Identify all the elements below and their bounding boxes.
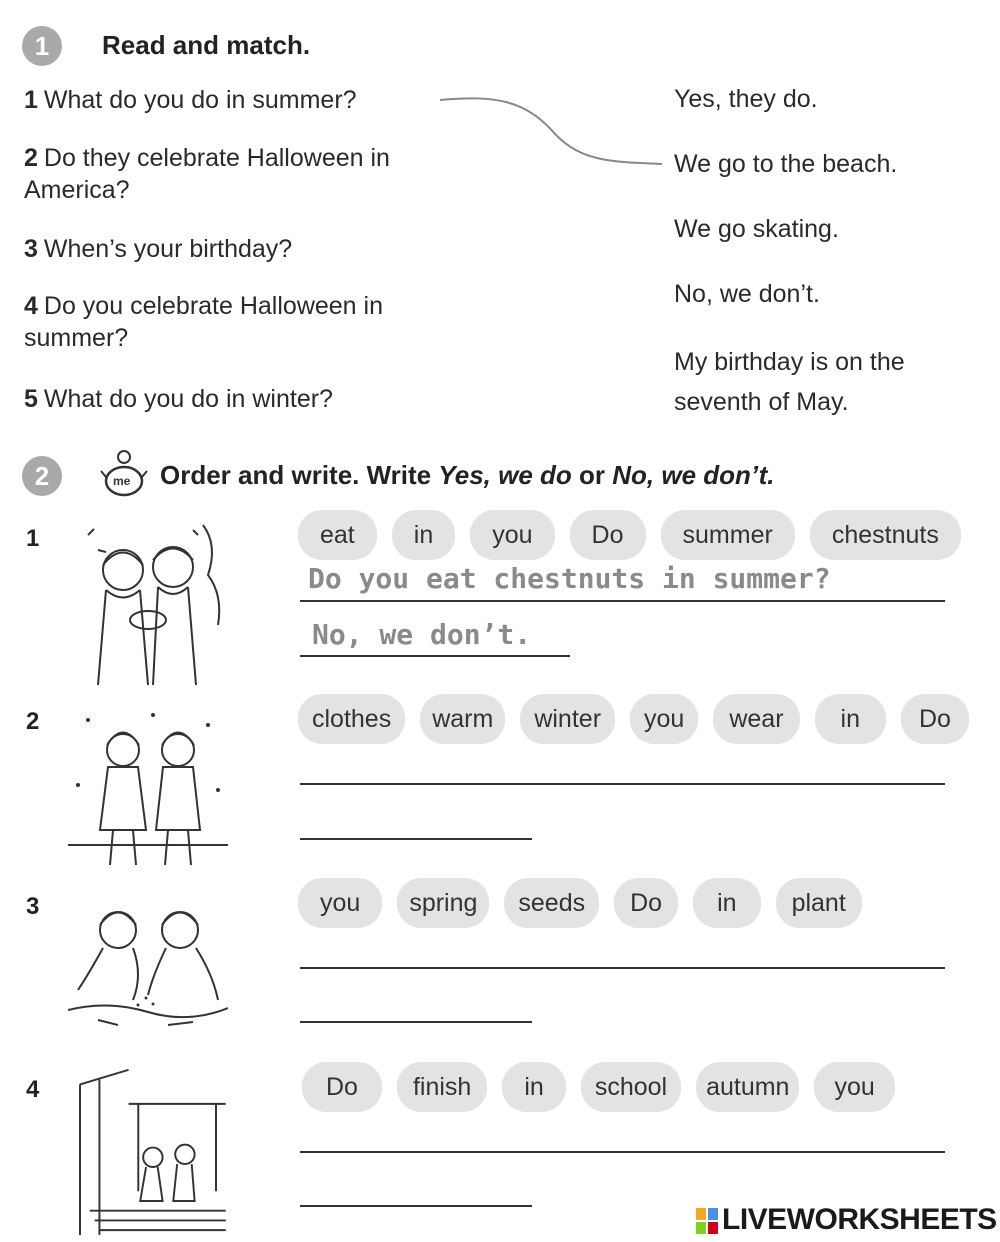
exercise-4-word-chips bbox=[302, 1062, 895, 1112]
word-chip[interactable]: winter bbox=[520, 694, 615, 744]
exercise-2-short-line[interactable] bbox=[300, 838, 532, 840]
word-chip[interactable]: in bbox=[502, 1062, 565, 1112]
exercise-2-question-line[interactable] bbox=[300, 783, 945, 785]
match-line bbox=[436, 90, 666, 180]
word-chip[interactable]: finish bbox=[397, 1062, 487, 1112]
exercise-3-question-line[interactable] bbox=[300, 967, 945, 969]
word-chip[interactable]: in bbox=[392, 510, 455, 560]
word-chip[interactable]: you bbox=[298, 878, 382, 928]
exercise-3-number: 3 bbox=[26, 893, 40, 920]
word-chip[interactable]: Do bbox=[901, 694, 969, 744]
word-chip[interactable]: Do bbox=[302, 1062, 382, 1112]
section-1-badge: 1 bbox=[22, 26, 62, 66]
word-chip[interactable]: warm bbox=[420, 694, 505, 744]
word-chip[interactable]: autumn bbox=[696, 1062, 799, 1112]
word-chip[interactable]: summer bbox=[661, 510, 795, 560]
answer-1: Yes, they do. bbox=[674, 85, 818, 113]
word-chip[interactable]: wear bbox=[713, 694, 799, 744]
answer-2: We go to the beach. bbox=[674, 150, 898, 178]
section-2-badge: 2 bbox=[22, 456, 62, 496]
children-planting-illustration bbox=[68, 880, 228, 1050]
word-chip[interactable]: you bbox=[470, 510, 554, 560]
exercise-3-word-chips bbox=[298, 878, 862, 928]
me-icon-label: me bbox=[113, 474, 131, 488]
word-chip[interactable]: chestnuts bbox=[810, 510, 961, 560]
exercise-4-number: 4 bbox=[26, 1076, 40, 1103]
word-chip[interactable]: eat bbox=[298, 510, 377, 560]
exercise-1-answer-question[interactable]: Do you eat chestnuts in summer? bbox=[308, 562, 831, 595]
answer-3: We go skating. bbox=[674, 215, 839, 243]
question-3: 3 When’s your birthday? bbox=[24, 235, 293, 263]
exercise-2-number: 2 bbox=[26, 708, 40, 735]
word-chip[interactable]: Do bbox=[570, 510, 646, 560]
children-winter-illustration bbox=[68, 705, 228, 875]
exercise-2-word-chips bbox=[298, 694, 969, 744]
exercise-4-question-line[interactable] bbox=[300, 1151, 945, 1153]
exercise-3-short-line[interactable] bbox=[300, 1021, 532, 1023]
exercise-1-short-line bbox=[300, 655, 570, 657]
answer-5: My birthday is on the seventh of May. bbox=[674, 348, 905, 416]
word-chip[interactable]: you bbox=[814, 1062, 894, 1112]
me-icon bbox=[98, 447, 150, 499]
word-chip[interactable]: seeds bbox=[504, 878, 599, 928]
exercise-1-word-chips bbox=[298, 510, 961, 560]
section-2-title: Order and write. Write Yes, we do or No, we don’t. bbox=[160, 460, 775, 490]
liveworksheets-brand: LIVEWORKSHEETS bbox=[722, 1203, 997, 1236]
question-5: 5 What do you do in winter? bbox=[24, 385, 333, 413]
question-2: 2 Do they celebrate Halloween in America? bbox=[24, 144, 390, 204]
exercise-1-question-line bbox=[300, 600, 945, 602]
exercise-1-answer-short[interactable]: No, we don’t. bbox=[312, 618, 532, 651]
section-1-title: Read and match. bbox=[102, 30, 311, 60]
word-chip[interactable]: clothes bbox=[298, 694, 405, 744]
liveworksheets-logo-icon bbox=[696, 1208, 718, 1234]
children-chestnuts-illustration bbox=[68, 515, 228, 685]
word-chip[interactable]: school bbox=[581, 1062, 681, 1112]
answer-4: No, we don’t. bbox=[674, 280, 820, 308]
word-chip[interactable]: in bbox=[815, 694, 886, 744]
children-school-illustration bbox=[68, 1065, 228, 1235]
word-chip[interactable]: in bbox=[693, 878, 760, 928]
word-chip[interactable]: Do bbox=[614, 878, 678, 928]
word-chip[interactable]: plant bbox=[776, 878, 862, 928]
exercise-1-number: 1 bbox=[26, 525, 40, 552]
word-chip[interactable]: spring bbox=[397, 878, 489, 928]
question-4: 4 Do you celebrate Halloween in summer? bbox=[24, 292, 383, 352]
exercise-4-short-line[interactable] bbox=[300, 1205, 532, 1207]
question-1: 1 What do you do in summer? bbox=[24, 86, 357, 114]
word-chip[interactable]: you bbox=[630, 694, 698, 744]
